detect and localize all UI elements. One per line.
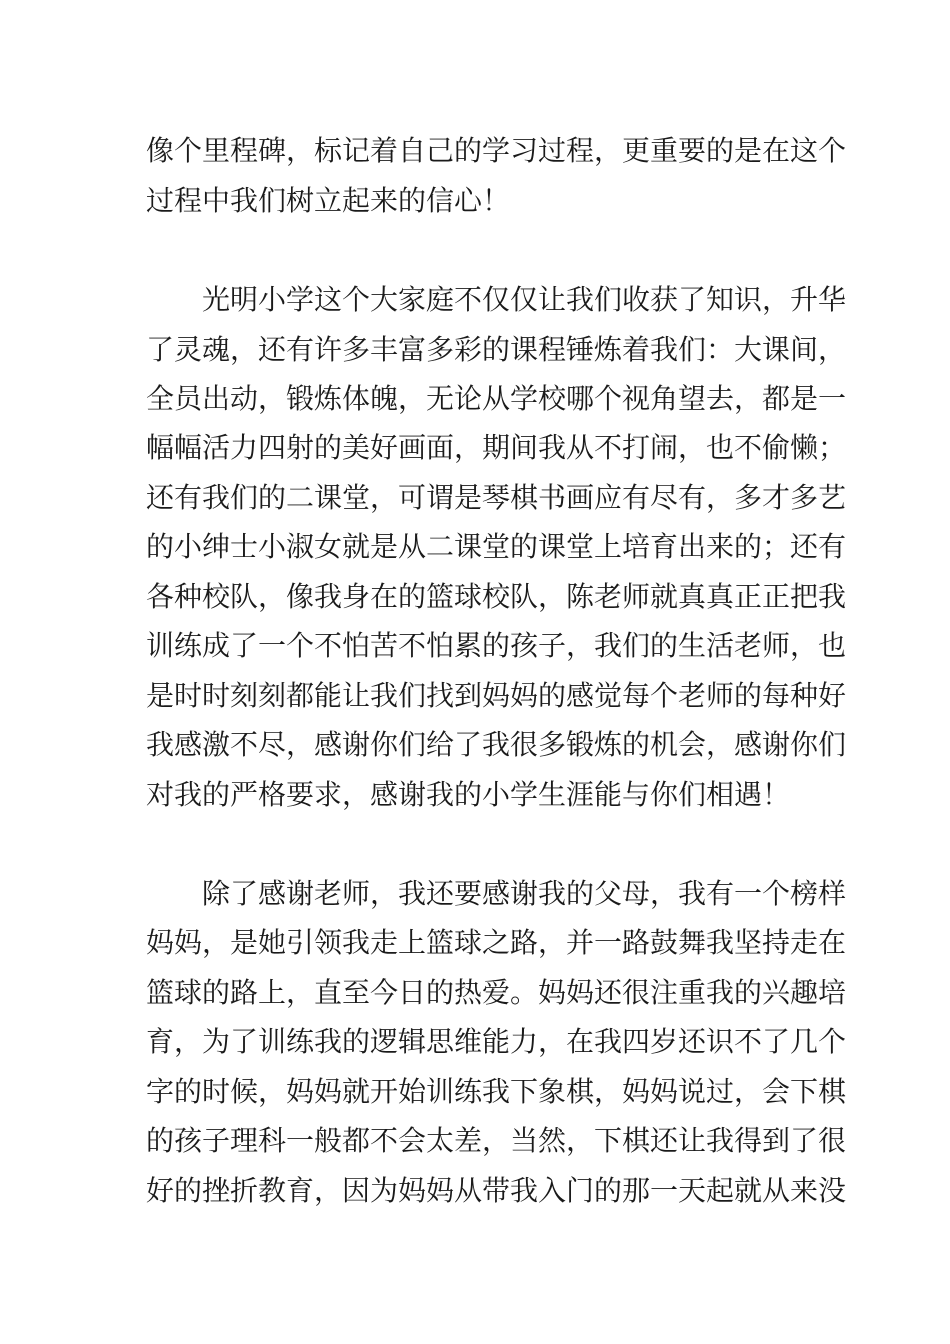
paragraph-2-line-6: 的小绅士小淑女就是从二课堂的课堂上培育出来的；还有 bbox=[146, 530, 847, 563]
paragraph-3-line-1: 除了感谢老师，我还要感谢我的父母，我有一个榜样 bbox=[202, 877, 847, 910]
paragraph-2-line-1: 光明小学这个大家庭不仅仅让我们收获了知识，升华 bbox=[202, 283, 847, 316]
paragraph-2-line-2: 了灵魂，还有许多丰富多彩的课程锤炼着我们：大课间， bbox=[146, 333, 847, 366]
paragraph-3-line-5: 字的时候，妈妈就开始训练我下象棋，妈妈说过，会下棋 bbox=[146, 1075, 847, 1108]
paragraph-2-line-5: 还有我们的二课堂，可谓是琴棋书画应有尽有，多才多艺 bbox=[146, 481, 847, 514]
paragraph-3-line-3: 篮球的路上，直至今日的热爱。妈妈还很注重我的兴趣培 bbox=[146, 976, 847, 1009]
paragraph-1-line-2: 过程中我们树立起来的信心！ bbox=[146, 184, 511, 217]
paragraph-2-line-11: 对我的严格要求，感谢我的小学生涯能与你们相遇！ bbox=[146, 778, 791, 811]
paragraph-2-line-8: 训练成了一个不怕苦不怕累的孩子，我们的生活老师，也 bbox=[146, 629, 847, 662]
paragraph-2-line-7: 各种校队，像我身在的篮球校队，陈老师就真真正正把我 bbox=[146, 580, 847, 613]
paragraph-3-line-7: 好的挫折教育，因为妈妈从带我入门的那一天起就从来没 bbox=[146, 1174, 847, 1207]
paragraph-2-line-9: 是时时刻刻都能让我们找到妈妈的感觉每个老师的每种好 bbox=[146, 679, 847, 712]
paragraph-2-line-10: 我感激不尽，感谢你们给了我很多锻炼的机会，感谢你们 bbox=[146, 728, 847, 761]
paragraph-3-line-2: 妈妈，是她引领我走上篮球之路，并一路鼓舞我坚持走在 bbox=[146, 926, 847, 959]
paragraph-2-line-3: 全员出动，锻炼体魄，无论从学校哪个视角望去，都是一 bbox=[146, 382, 847, 415]
paragraph-3-line-6: 的孩子理科一般都不会太差，当然，下棋还让我得到了很 bbox=[146, 1124, 847, 1157]
paragraph-1-line-1: 像个里程碑，标记着自己的学习过程，更重要的是在这个 bbox=[146, 134, 847, 167]
paragraph-2-line-4: 幅幅活力四射的美好画面，期间我从不打闹，也不偷懒； bbox=[146, 431, 847, 464]
paragraph-3-line-4: 育，为了训练我的逻辑思维能力，在我四岁还识不了几个 bbox=[146, 1025, 847, 1058]
